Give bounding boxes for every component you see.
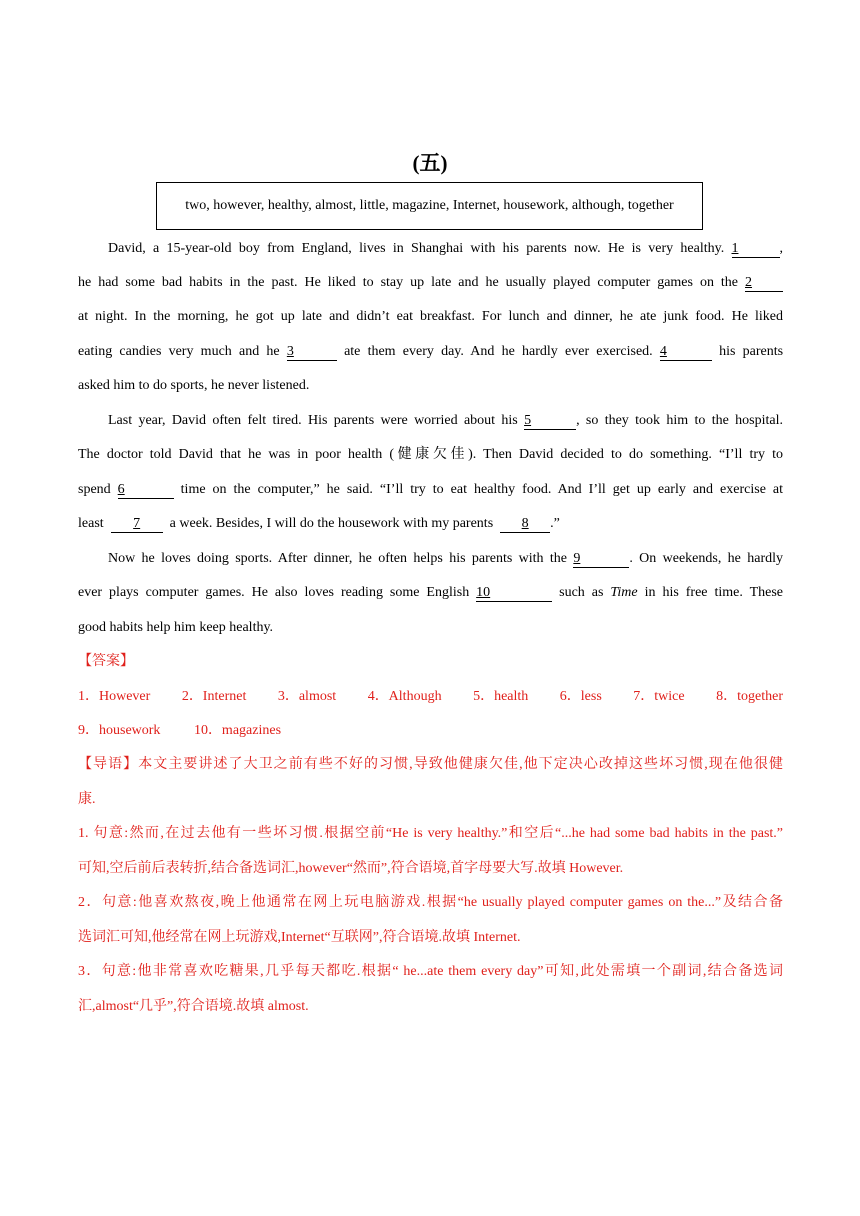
note-line: 1. 句意:然而,在过去他有一些坏习惯.根据空前“He is very healthy.”和空后“...he had some bad habits in the past.” <box>78 826 783 841</box>
answer-item: 10．magazines <box>193 723 282 738</box>
answer-row-2 <box>78 721 311 741</box>
passage-line: ever plays computer games. He also loves reading some English 10 such as Time in his free time. These <box>78 585 784 600</box>
blank-7: 7 <box>111 515 163 533</box>
blank-10: 10 <box>476 584 552 602</box>
passage-line: Last year, David often felt tired. His parents were worried about his 5 , so they took him to the hospital. <box>108 413 784 428</box>
guide-heading: 【导语】 <box>78 757 139 772</box>
note-line: 3．句意:他非常喜欢吃糖果,几乎每天都吃.根据“ he...ate them every day”可知,此处需填一个副词,结合备选词 <box>78 964 783 979</box>
answer-item: 8．together <box>716 689 783 704</box>
answer-item: 4．Although <box>367 689 442 704</box>
blank-3: 3 <box>287 343 337 361</box>
answer-item: 3．almost <box>277 689 337 704</box>
passage-line: at night. In the morning, he got up late and didn’t eat breakfast. For lunch and dinner, he ate junk food. He liked <box>78 309 783 324</box>
answer-item: 9．housework <box>78 723 161 738</box>
blank-6: 6 <box>118 481 174 499</box>
answer-item: 1．However <box>78 689 151 704</box>
blank-1: 1 <box>732 240 780 258</box>
passage-line: asked him to do sports, he never listened. <box>78 378 310 393</box>
word-bank-text: two, however, healthy, almost, little, magazine, Internet, housework, although, together <box>185 198 674 213</box>
note-line: 选词汇可知,他经常在网上玩游戏,Internet“互联网”,符合语境.故填 Internet. <box>78 930 521 945</box>
passage-line: Now he loves doing sports. After dinner, he often helps his parents with the 9 . On weekends, he hardly <box>108 551 783 566</box>
blank-4: 4 <box>660 343 712 361</box>
word-bank-box <box>156 182 703 230</box>
answer-item: 6．less <box>559 689 602 704</box>
section-title: (五) <box>412 151 448 175</box>
note-line: 汇,almost“几乎”,符合语境.故填 almost. <box>78 999 309 1014</box>
note-line: 可知,空后前后表转折,结合备选词汇,however“然而”,符合语境,首字母要大写.故填 However. <box>78 861 624 876</box>
note-line: 2．句意:他喜欢熬夜,晚上他通常在网上玩电脑游戏.根据“he usually played computer games on the...”及结合备 <box>78 895 783 910</box>
blank-9: 9 <box>573 550 629 568</box>
blank-5: 5 <box>524 412 576 430</box>
passage-line: eating candies very much and he 3 ate them every day. And he hardly ever exercised. 4 his parents <box>78 344 784 359</box>
guide-line: 【导语】本文主要讲述了大卫之前有些不好的习惯,导致他健康欠佳,他下定决心改掉这些坏习惯,现在他很健 <box>78 757 784 772</box>
passage-line: The doctor told David that he was in poor health (健康欠佳). Then David decided to do something. “I’ll try to <box>78 447 783 462</box>
passage-line: David, a 15-year-old boy from England, lives in Shanghai with his parents now. He is very healthy. 1 , <box>108 241 783 256</box>
passage-line: least 7 a week. Besides, I will do the housework with my parents 8 .” <box>78 516 560 531</box>
answer-item: 2．Internet <box>181 689 247 704</box>
passage-line: spend 6 time on the computer,” he said. “I’ll try to eat healthy food. And I’ll get up early and exercise at <box>78 482 784 497</box>
answer-heading: 【答案】 <box>78 654 134 669</box>
blank-2: 2 <box>745 274 783 292</box>
answer-item: 5．health <box>473 689 529 704</box>
answer-row-1 <box>78 687 783 707</box>
blank-8: 8 <box>500 515 550 533</box>
answer-item: 7．twice <box>633 689 685 704</box>
guide-line: 康. <box>78 792 96 807</box>
passage-line: good habits help him keep healthy. <box>78 620 274 635</box>
passage-line: he had some bad habits in the past. He liked to stay up late and he usually played computer games on the 2 <box>78 273 783 293</box>
